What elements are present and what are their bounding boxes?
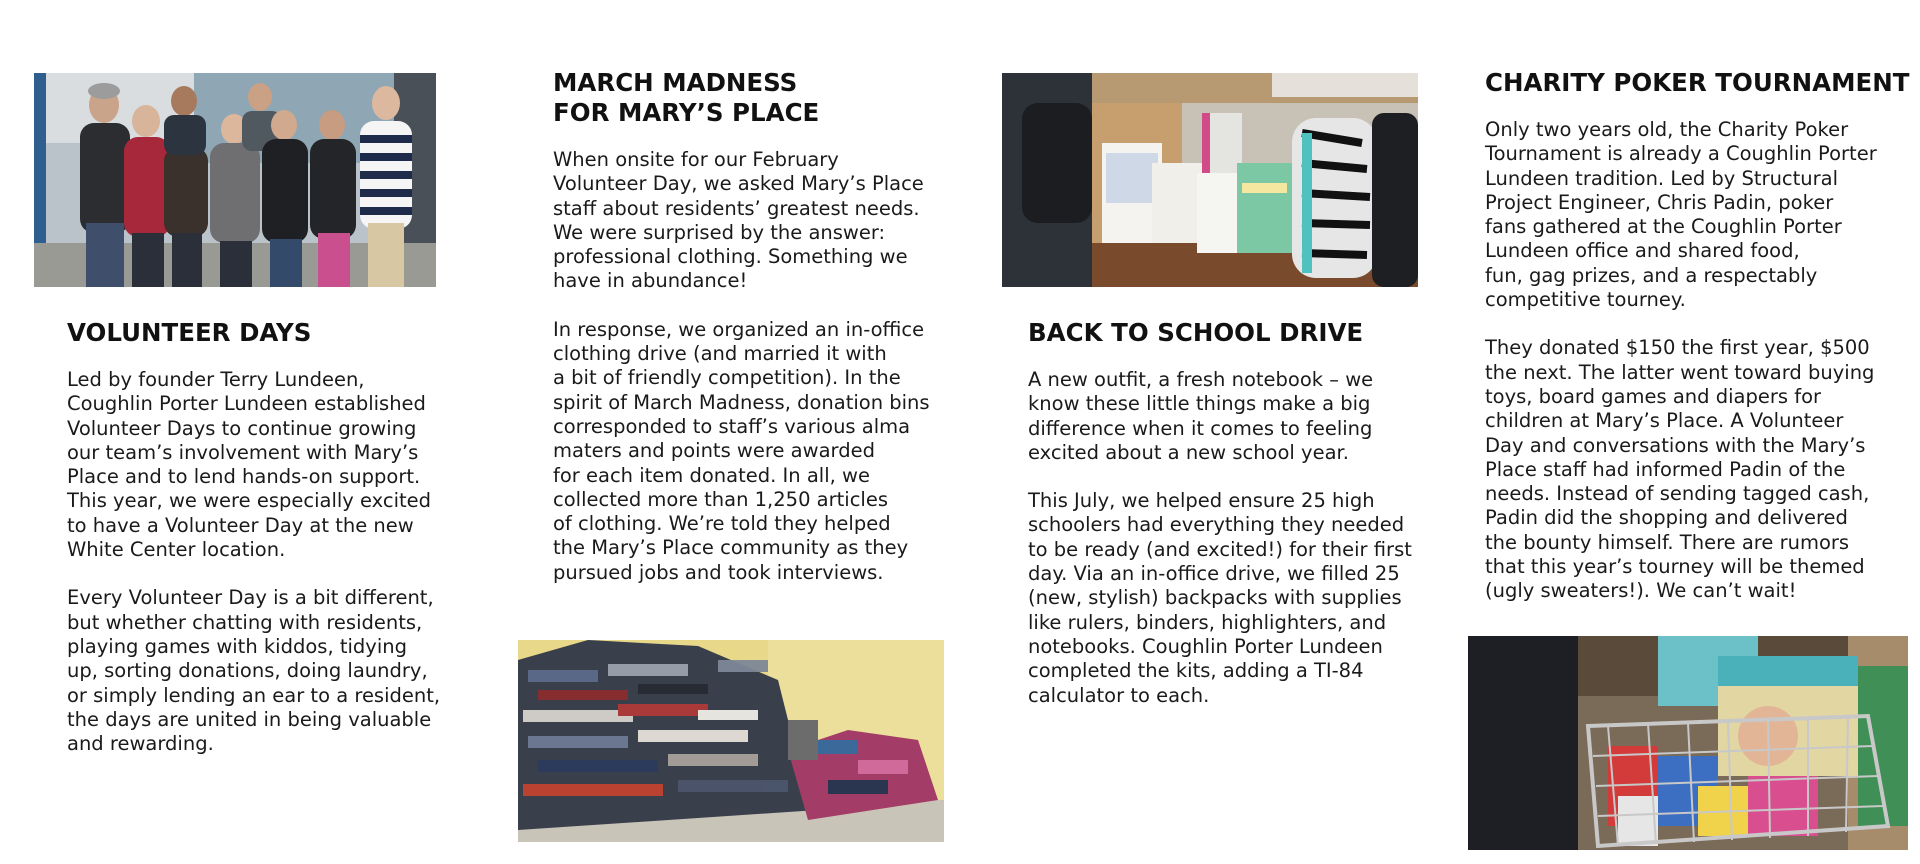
march-madness-paragraph-2: In response, we organized an in-office clothing drive (and married it with a bit of friendly competition). In the spirit of March Madness, donation bins corresponded to staff’s various alma maters and points were awarded for each item donated. In all, we collected more than 1,250 articles of clothing. We’re told they helped the Mary’s Place community as they pursued jobs and took interviews. <box>553 317 930 584</box>
march-madness-heading-line-1: MARCH MADNESS <box>553 68 798 97</box>
march-madness-paragraph-1: When onsite for our February Volunteer Day, we asked Mary’s Place staff about residents’ greatest needs. We were surprised by the answer: professional clothing. Something we have in abundance! <box>553 148 924 293</box>
volunteer-days-paragraph-2: Every Volunteer Day is a bit different, but whether chatting with residents, playing games with kiddos, tidying up, sorting donations, doing laundry, or simply lending an ear to a resident, the days are united in being valuable and rewarding. <box>67 586 441 756</box>
charity-poker-section <box>1485 68 1910 604</box>
march-madness-section <box>553 68 973 585</box>
volunteer-group-photo <box>34 73 436 287</box>
volunteer-days-section <box>67 318 487 756</box>
volunteer-days-paragraph-1: Led by founder Terry Lundeen, Coughlin Porter Lundeen established Volunteer Days to continue growing our team’s involvement with Mary’s Place and to lend hands-on support. This year, we were especially excited to have a Volunteer Day at the new White Center location. <box>67 368 432 562</box>
charity-poker-paragraph-2: They donated $150 the first year, $500 the next. The latter went toward buying toys, board games and diapers for children at Mary’s Place. A Volunteer Day and conversations with the Mary’s Place staff had informed Padin of the needs. Instead of sending tagged cash, Padin did the shopping and delivered the bounty himself. There are rumors that this year’s tourney will be themed (ugly sweaters!). We can’t wait! <box>1485 336 1875 603</box>
march-madness-heading <box>553 68 973 128</box>
volunteer-days-heading: VOLUNTEER DAYS <box>67 318 312 347</box>
back-to-school-paragraph-2: This July, we helped ensure 25 high schoolers had everything they needed to be ready (and excited!) for their first day. Via an in-office drive, we filled 25 (new, stylish) backpacks with supplies like rulers, binders, highlighters, and notebooks. Coughlin Porter Lundeen completed the kits, adding a TI-84 calculator to each. <box>1028 489 1412 707</box>
back-to-school-heading: BACK TO SCHOOL DRIVE <box>1028 318 1364 347</box>
march-madness-heading-line-2: FOR MARY’S PLACE <box>553 98 820 127</box>
charity-poker-paragraph-1: Only two years old, the Charity Poker Tournament is already a Coughlin Porter Lundeen tradition. Led by Structural Project Engineer, Chris Padin, poker fans gathered at the Coughlin Porter Lundeen office and shared food, fun, gag prizes, and a respectably competitive tourney. <box>1485 118 1877 312</box>
back-to-school-section <box>1028 318 1448 708</box>
school-supplies-photo <box>1002 73 1418 287</box>
clothing-donations-photo <box>518 640 944 842</box>
back-to-school-paragraph-1: A new outfit, a fresh notebook – we know these little things make a big difference when it comes to feeling excited about a new school year. <box>1028 368 1374 464</box>
donation-shopping-cart-photo <box>1468 636 1908 850</box>
charity-poker-heading: CHARITY POKER TOURNAMENT <box>1485 68 1910 97</box>
